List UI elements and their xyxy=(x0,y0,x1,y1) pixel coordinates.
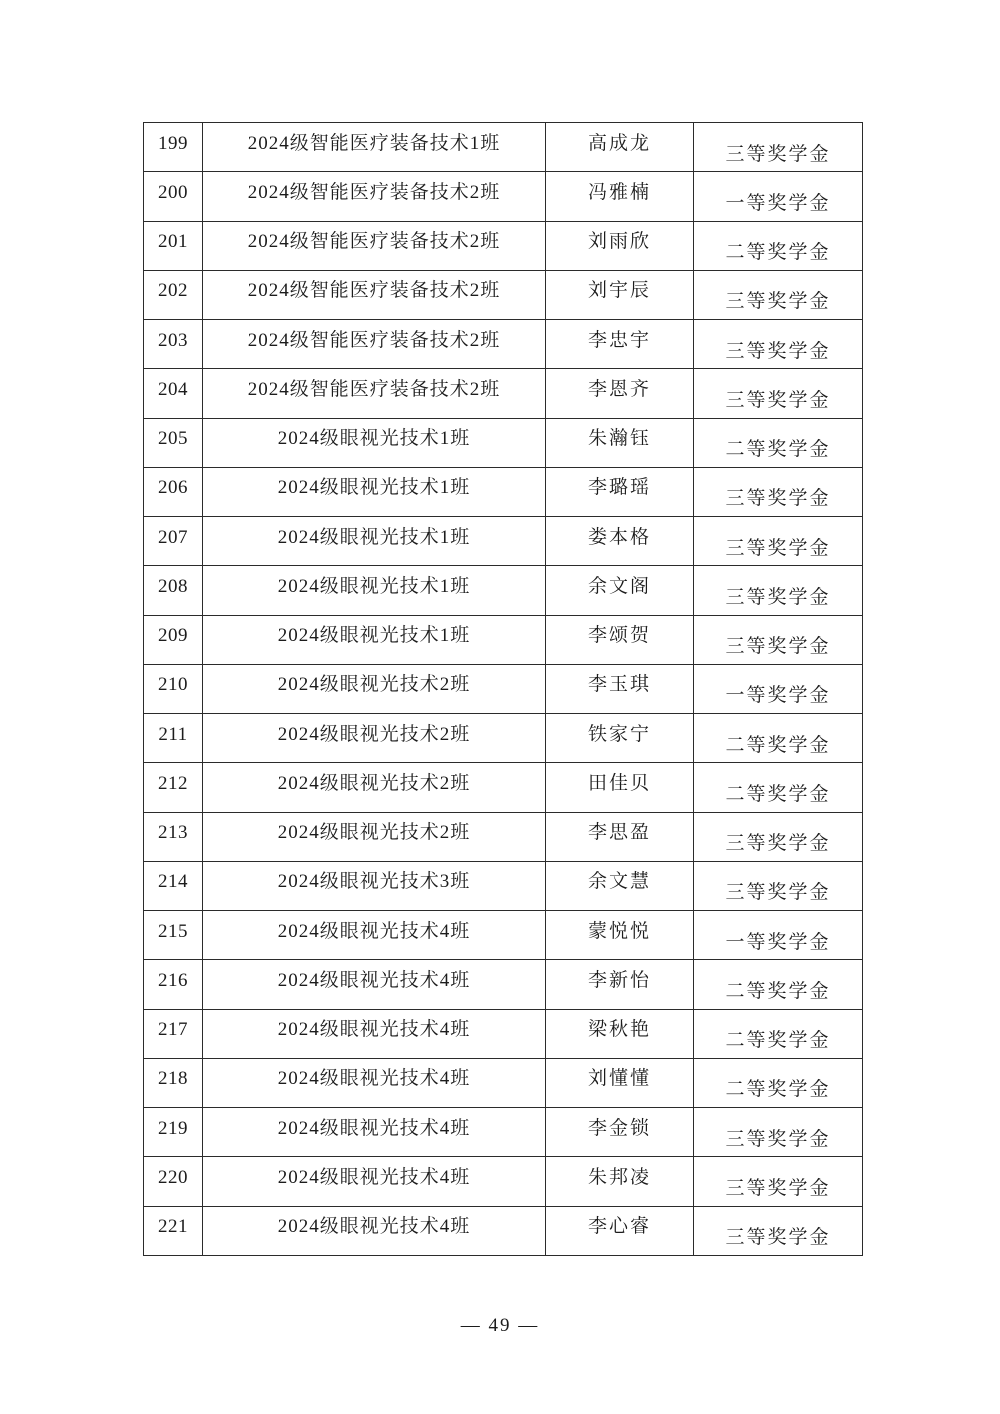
row-number-cell xyxy=(144,615,203,664)
student-name-cell xyxy=(546,270,694,319)
student-name-cell xyxy=(546,960,694,1009)
row-number-cell xyxy=(144,123,203,172)
scholarship-text: 二等奖学金 xyxy=(725,439,831,461)
student-name-text: 刘宇辰 xyxy=(587,280,651,302)
scholarship-text: 一等奖学金 xyxy=(725,685,831,707)
class-name-cell xyxy=(203,1108,546,1157)
class-name-cell xyxy=(203,1009,546,1058)
table-row xyxy=(144,714,863,763)
student-name-cell xyxy=(546,1009,694,1058)
scholarship-text: 一等奖学金 xyxy=(725,931,831,953)
row-number-cell xyxy=(144,911,203,960)
scholarship-text: 二等奖学金 xyxy=(725,783,831,805)
student-name-text: 冯雅楠 xyxy=(587,181,651,203)
table-row xyxy=(144,1206,863,1255)
table-row xyxy=(144,320,863,369)
row-number-cell xyxy=(144,861,203,910)
student-name-cell xyxy=(546,615,694,664)
scholarship-cell xyxy=(694,369,863,418)
table-row xyxy=(144,960,863,1009)
scholarship-text: 三等奖学金 xyxy=(725,389,831,411)
class-name-cell xyxy=(203,615,546,664)
scholarship-cell xyxy=(694,123,863,172)
scholarship-text: 二等奖学金 xyxy=(725,980,831,1002)
scholarship-cell xyxy=(694,812,863,861)
table-row xyxy=(144,1157,863,1206)
class-name-text: 2024级眼视光技术4班 xyxy=(277,1117,471,1139)
class-name-text: 2024级眼视光技术4班 xyxy=(277,969,471,991)
scholarship-cell xyxy=(694,911,863,960)
class-name-text: 2024级眼视光技术1班 xyxy=(277,526,471,548)
scholarship-cell xyxy=(694,763,863,812)
student-name-text: 田佳贝 xyxy=(587,772,651,794)
scholarship-cell xyxy=(694,418,863,467)
student-name-cell xyxy=(546,763,694,812)
scholarship-text: 三等奖学金 xyxy=(725,488,831,510)
row-number-text: 215 xyxy=(158,920,188,942)
row-number-text: 212 xyxy=(158,772,188,794)
table-row xyxy=(144,763,863,812)
scholarship-cell xyxy=(694,1108,863,1157)
row-number-text: 218 xyxy=(158,1068,188,1090)
scholarship-cell xyxy=(694,221,863,270)
row-number-text: 210 xyxy=(158,674,188,696)
scholarship-cell xyxy=(694,664,863,713)
class-name-text: 2024级智能医疗装备技术2班 xyxy=(247,181,501,203)
scholarship-cell xyxy=(694,861,863,910)
class-name-cell xyxy=(203,566,546,615)
row-number-text: 206 xyxy=(158,477,188,499)
row-number-cell xyxy=(144,1157,203,1206)
student-name-text: 李新怡 xyxy=(587,969,651,991)
student-name-cell xyxy=(546,1108,694,1157)
student-name-text: 刘雨欣 xyxy=(587,231,651,253)
class-name-text: 2024级眼视光技术4班 xyxy=(277,1068,471,1090)
class-name-text: 2024级眼视光技术4班 xyxy=(277,920,471,942)
scholarship-cell xyxy=(694,714,863,763)
scholarship-table xyxy=(143,122,863,1256)
scholarship-cell xyxy=(694,1206,863,1255)
student-name-text: 余文慧 xyxy=(587,871,651,893)
table-row xyxy=(144,861,863,910)
class-name-cell xyxy=(203,320,546,369)
scholarship-text: 三等奖学金 xyxy=(725,1227,831,1249)
student-name-text: 铁家宁 xyxy=(587,723,651,745)
row-number-cell xyxy=(144,1108,203,1157)
table-row xyxy=(144,1009,863,1058)
student-name-cell xyxy=(546,467,694,516)
scholarship-text: 二等奖学金 xyxy=(725,734,831,756)
class-name-text: 2024级眼视光技术1班 xyxy=(277,477,471,499)
table-row xyxy=(144,123,863,172)
table-row xyxy=(144,270,863,319)
class-name-cell xyxy=(203,1058,546,1107)
row-number-text: 217 xyxy=(158,1019,188,1041)
class-name-text: 2024级眼视光技术1班 xyxy=(277,575,471,597)
class-name-cell xyxy=(203,960,546,1009)
scholarship-text: 三等奖学金 xyxy=(725,586,831,608)
class-name-text: 2024级眼视光技术4班 xyxy=(277,1166,471,1188)
row-number-text: 220 xyxy=(158,1166,188,1188)
student-name-text: 李忠宇 xyxy=(587,329,651,351)
row-number-cell xyxy=(144,714,203,763)
student-name-text: 梁秋艳 xyxy=(587,1019,651,1041)
table-row xyxy=(144,467,863,516)
student-name-text: 朱瀚钰 xyxy=(587,428,651,450)
student-name-cell xyxy=(546,812,694,861)
scholarship-text: 三等奖学金 xyxy=(725,537,831,559)
class-name-cell xyxy=(203,467,546,516)
table-row xyxy=(144,664,863,713)
class-name-text: 2024级眼视光技术2班 xyxy=(277,723,471,745)
row-number-text: 209 xyxy=(158,625,188,647)
table-row xyxy=(144,221,863,270)
scholarship-cell xyxy=(694,960,863,1009)
student-name-text: 李心睿 xyxy=(587,1216,651,1238)
class-name-text: 2024级眼视光技术4班 xyxy=(277,1216,471,1238)
page-number: — 49 — xyxy=(460,1315,540,1336)
scholarship-cell xyxy=(694,172,863,221)
row-number-text: 221 xyxy=(158,1216,188,1238)
student-name-cell xyxy=(546,1206,694,1255)
scholarship-text: 三等奖学金 xyxy=(725,1177,831,1199)
class-name-text: 2024级眼视光技术1班 xyxy=(277,625,471,647)
class-name-cell xyxy=(203,418,546,467)
row-number-cell xyxy=(144,467,203,516)
row-number-text: 199 xyxy=(158,132,188,154)
row-number-cell xyxy=(144,418,203,467)
row-number-cell xyxy=(144,664,203,713)
student-name-text: 娄本格 xyxy=(587,526,651,548)
student-name-text: 李颂贺 xyxy=(587,625,651,647)
student-name-cell xyxy=(546,664,694,713)
row-number-text: 216 xyxy=(158,969,188,991)
row-number-cell xyxy=(144,1058,203,1107)
scholarship-cell xyxy=(694,270,863,319)
row-number-cell xyxy=(144,812,203,861)
class-name-cell xyxy=(203,861,546,910)
student-name-cell xyxy=(546,566,694,615)
row-number-text: 207 xyxy=(158,526,188,548)
student-name-text: 李思盈 xyxy=(587,822,651,844)
row-number-cell xyxy=(144,1206,203,1255)
student-name-cell xyxy=(546,861,694,910)
student-name-text: 蒙悦悦 xyxy=(587,920,651,942)
scholarship-text: 三等奖学金 xyxy=(725,340,831,362)
student-name-cell xyxy=(546,1058,694,1107)
student-name-cell xyxy=(546,714,694,763)
scholarship-cell xyxy=(694,615,863,664)
table-row xyxy=(144,517,863,566)
class-name-cell xyxy=(203,517,546,566)
class-name-text: 2024级智能医疗装备技术2班 xyxy=(247,329,501,351)
scholarship-text: 三等奖学金 xyxy=(725,1128,831,1150)
table-row xyxy=(144,418,863,467)
table-row xyxy=(144,369,863,418)
student-name-cell xyxy=(546,517,694,566)
student-name-cell xyxy=(546,369,694,418)
scholarship-text: 一等奖学金 xyxy=(725,192,831,214)
row-number-cell xyxy=(144,320,203,369)
class-name-cell xyxy=(203,221,546,270)
row-number-text: 205 xyxy=(158,428,188,450)
row-number-cell xyxy=(144,960,203,1009)
scholarship-text: 三等奖学金 xyxy=(725,636,831,658)
class-name-cell xyxy=(203,714,546,763)
class-name-cell xyxy=(203,1157,546,1206)
student-name-cell xyxy=(546,221,694,270)
scholarship-cell xyxy=(694,467,863,516)
row-number-text: 202 xyxy=(158,280,188,302)
class-name-text: 2024级智能医疗装备技术2班 xyxy=(247,231,501,253)
row-number-cell xyxy=(144,221,203,270)
row-number-cell xyxy=(144,369,203,418)
class-name-text: 2024级智能医疗装备技术2班 xyxy=(247,378,501,400)
student-name-text: 朱邦凌 xyxy=(587,1166,651,1188)
student-name-text: 李玉琪 xyxy=(587,674,651,696)
scholarship-text: 三等奖学金 xyxy=(725,291,831,313)
row-number-cell xyxy=(144,517,203,566)
class-name-cell xyxy=(203,1206,546,1255)
student-name-cell xyxy=(546,320,694,369)
table-row xyxy=(144,172,863,221)
class-name-cell xyxy=(203,812,546,861)
row-number-text: 203 xyxy=(158,329,188,351)
row-number-text: 214 xyxy=(158,871,188,893)
student-name-text: 李金锁 xyxy=(587,1117,651,1139)
class-name-cell xyxy=(203,270,546,319)
row-number-cell xyxy=(144,566,203,615)
scholarship-text: 三等奖学金 xyxy=(725,882,831,904)
student-name-cell xyxy=(546,123,694,172)
class-name-cell xyxy=(203,664,546,713)
scholarship-cell xyxy=(694,566,863,615)
scholarship-text: 二等奖学金 xyxy=(725,242,831,264)
table-row xyxy=(144,812,863,861)
scholarship-text: 三等奖学金 xyxy=(725,143,831,165)
student-name-text: 余文阁 xyxy=(587,575,651,597)
class-name-cell xyxy=(203,123,546,172)
table-row xyxy=(144,911,863,960)
student-name-text: 李恩齐 xyxy=(587,378,651,400)
scholarship-cell xyxy=(694,517,863,566)
row-number-cell xyxy=(144,1009,203,1058)
student-name-cell xyxy=(546,172,694,221)
class-name-text: 2024级眼视光技术4班 xyxy=(277,1019,471,1041)
class-name-text: 2024级眼视光技术3班 xyxy=(277,871,471,893)
row-number-text: 200 xyxy=(158,181,188,203)
student-name-text: 刘懂懂 xyxy=(587,1068,651,1090)
row-number-cell xyxy=(144,270,203,319)
class-name-text: 2024级智能医疗装备技术2班 xyxy=(247,280,501,302)
row-number-cell xyxy=(144,172,203,221)
class-name-cell xyxy=(203,172,546,221)
student-name-text: 李璐瑶 xyxy=(587,477,651,499)
scholarship-table-body xyxy=(144,123,863,1256)
class-name-text: 2024级智能医疗装备技术1班 xyxy=(247,132,501,154)
scholarship-cell xyxy=(694,320,863,369)
scholarship-cell xyxy=(694,1157,863,1206)
class-name-cell xyxy=(203,369,546,418)
row-number-text: 211 xyxy=(158,723,188,745)
row-number-cell xyxy=(144,763,203,812)
scholarship-text: 三等奖学金 xyxy=(725,833,831,855)
student-name-cell xyxy=(546,1157,694,1206)
student-name-cell xyxy=(546,418,694,467)
row-number-text: 208 xyxy=(158,575,188,597)
class-name-text: 2024级眼视光技术1班 xyxy=(277,428,471,450)
table-row xyxy=(144,566,863,615)
row-number-text: 204 xyxy=(158,378,188,400)
table-row xyxy=(144,1058,863,1107)
table-row xyxy=(144,1108,863,1157)
scholarship-text: 二等奖学金 xyxy=(725,1030,831,1052)
class-name-text: 2024级眼视光技术2班 xyxy=(277,822,471,844)
table-row xyxy=(144,615,863,664)
row-number-text: 201 xyxy=(158,231,188,253)
class-name-text: 2024级眼视光技术2班 xyxy=(277,772,471,794)
class-name-cell xyxy=(203,911,546,960)
scholarship-cell xyxy=(694,1009,863,1058)
row-number-text: 213 xyxy=(158,822,188,844)
scholarship-text: 二等奖学金 xyxy=(725,1079,831,1101)
row-number-text: 219 xyxy=(158,1117,188,1139)
student-name-text: 高成龙 xyxy=(587,132,651,154)
class-name-text: 2024级眼视光技术2班 xyxy=(277,674,471,696)
class-name-cell xyxy=(203,763,546,812)
scholarship-cell xyxy=(694,1058,863,1107)
student-name-cell xyxy=(546,911,694,960)
